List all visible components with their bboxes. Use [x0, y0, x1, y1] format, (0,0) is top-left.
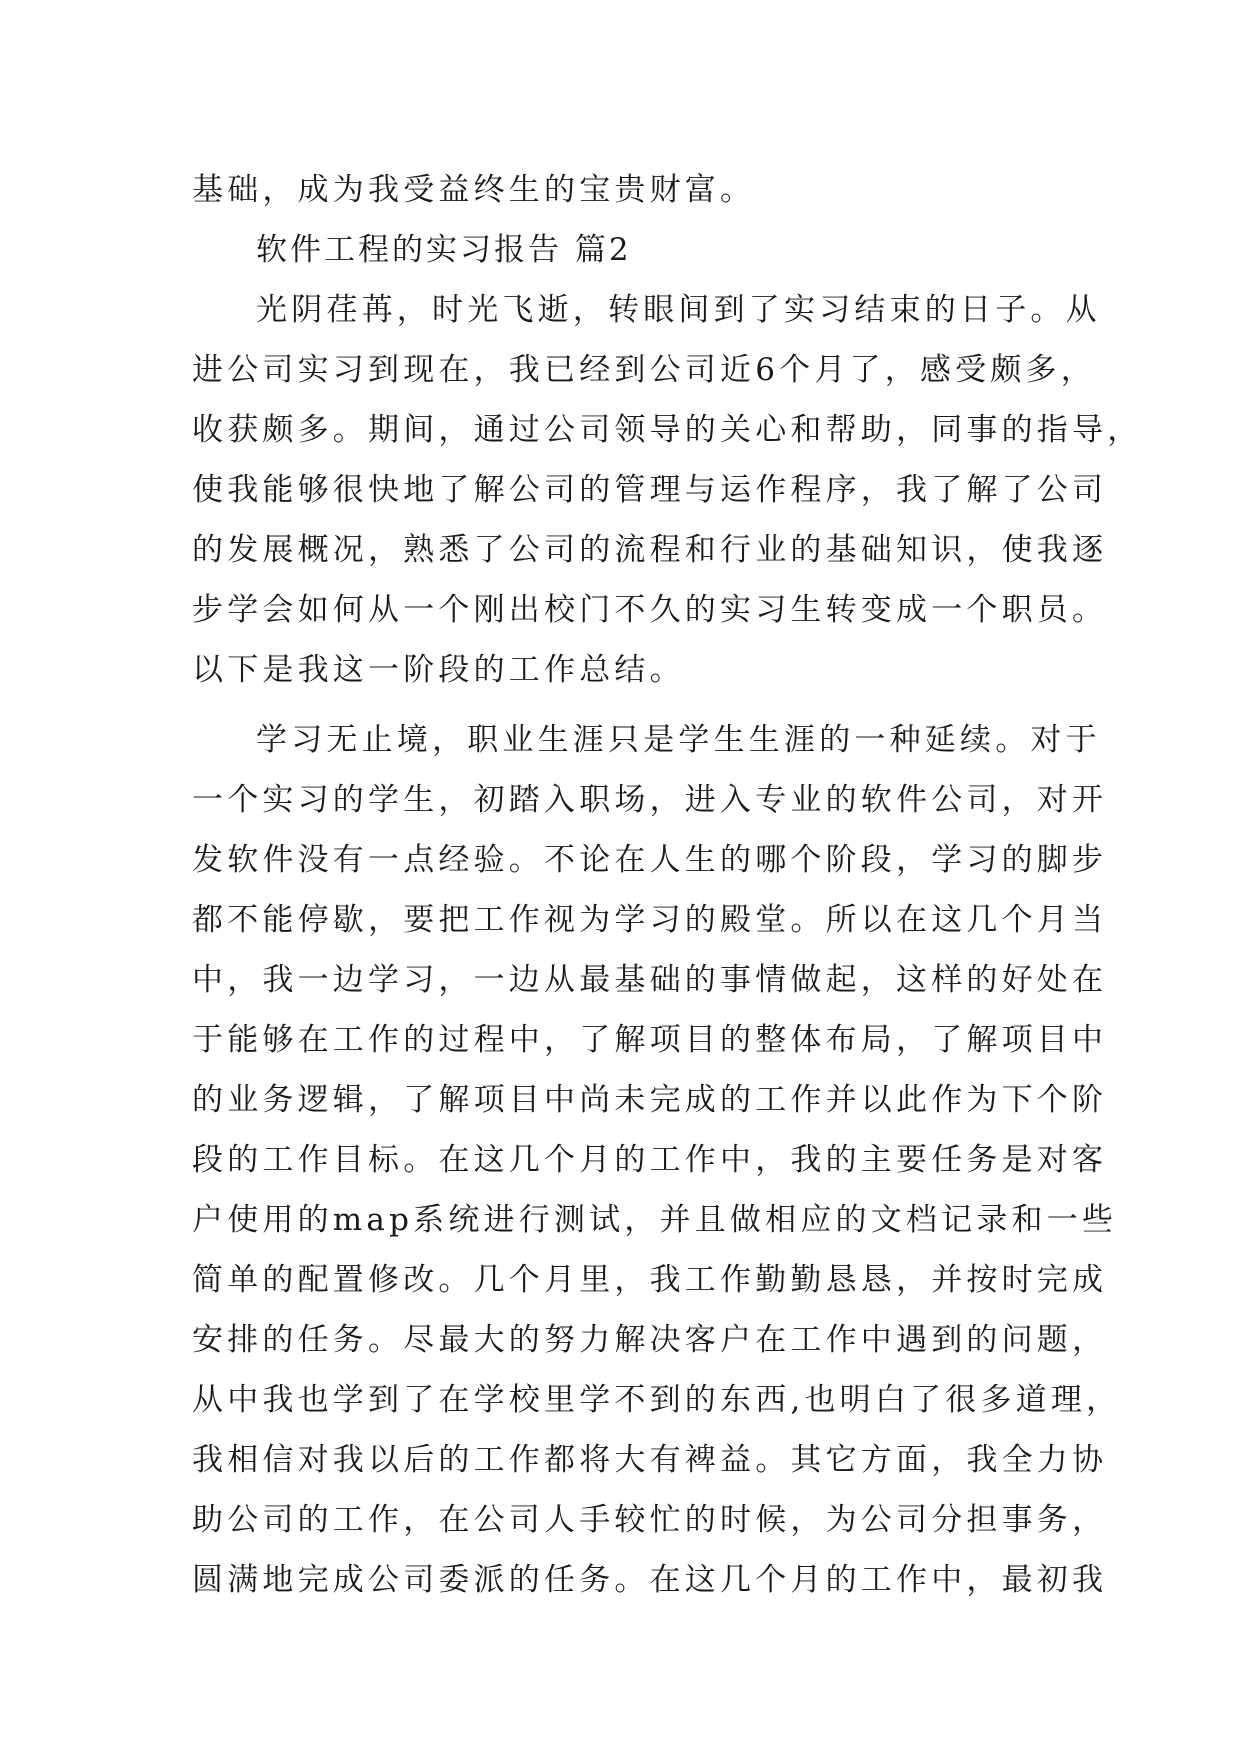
text-line: 中，我一边学习，一边从最基础的事情做起，这样的好处在	[192, 962, 1108, 998]
text-line: 步学会如何从一个刚出校门不久的实习生转变成一个职员。	[192, 592, 1108, 628]
text-line: 户使用的map系统进行测试，并且做相应的文档记录和一些	[192, 1202, 1118, 1238]
text-line: 于能够在工作的过程中，了解项目的整体布局，了解项目中	[192, 1022, 1108, 1058]
text-line: 我相信对我以后的工作都将大有裨益。其它方面，我全力协	[192, 1442, 1108, 1478]
text-line: 进公司实习到现在，我已经到公司近6个月了，感受颇多，	[192, 352, 1096, 388]
text-line: 助公司的工作，在公司人手较忙的时候，为公司分担事务，	[192, 1502, 1108, 1538]
text-line: 基础，成为我受益终生的宝贵财富。	[192, 172, 756, 208]
text-line: 都不能停歇，要把工作视为学习的殿堂。所以在这几个月当	[192, 902, 1108, 938]
text-line	[192, 1610, 1052, 1670]
text-line: 使我能够很快地了解公司的管理与运作程序，我了解了公司	[192, 472, 1108, 508]
body-text	[192, 160, 1143, 1670]
text-line: 一个实习的学生，初踏入职场，进入专业的软件公司，对开	[192, 782, 1108, 818]
text-line: 段的工作目标。在这几个月的工作中，我的主要任务是对客	[192, 1142, 1108, 1178]
section-heading: 软件工程的实习报告 篇2	[256, 232, 632, 268]
text-line: 的发展概况，熟悉了公司的流程和行业的基础知识，使我逐	[192, 532, 1108, 568]
text-line: 学习无止境，职业生涯只是学生生涯的一种延续。对于	[256, 722, 1101, 758]
text-line: 发软件没有一点经验。不论在人生的哪个阶段，学习的脚步	[192, 842, 1108, 878]
text-line: 圆满地完成公司委派的任务。在这几个月的工作中，最初我	[192, 1562, 1108, 1598]
text-line: 光阴荏苒，时光飞逝，转眼间到了实习结束的日子。从	[256, 292, 1101, 328]
text-line: 的业务逻辑，了解项目中尚未完成的工作并以此作为下个阶	[192, 1082, 1108, 1118]
text-line: 收获颇多。期间，通过公司领导的关心和帮助，同事的指导，	[192, 412, 1143, 448]
text-line: 简单的配置修改。几个月里，我工作勤勤恳恳，并按时完成	[192, 1262, 1108, 1298]
text-line: 从中我也学到了在学校里学不到的东西,也明白了很多道理，	[192, 1382, 1122, 1418]
text-line: 以下是我这一阶段的工作总结。	[192, 652, 685, 688]
text-line: 安排的任务。尽最大的努力解决客户在工作中遇到的问题，	[192, 1322, 1108, 1358]
